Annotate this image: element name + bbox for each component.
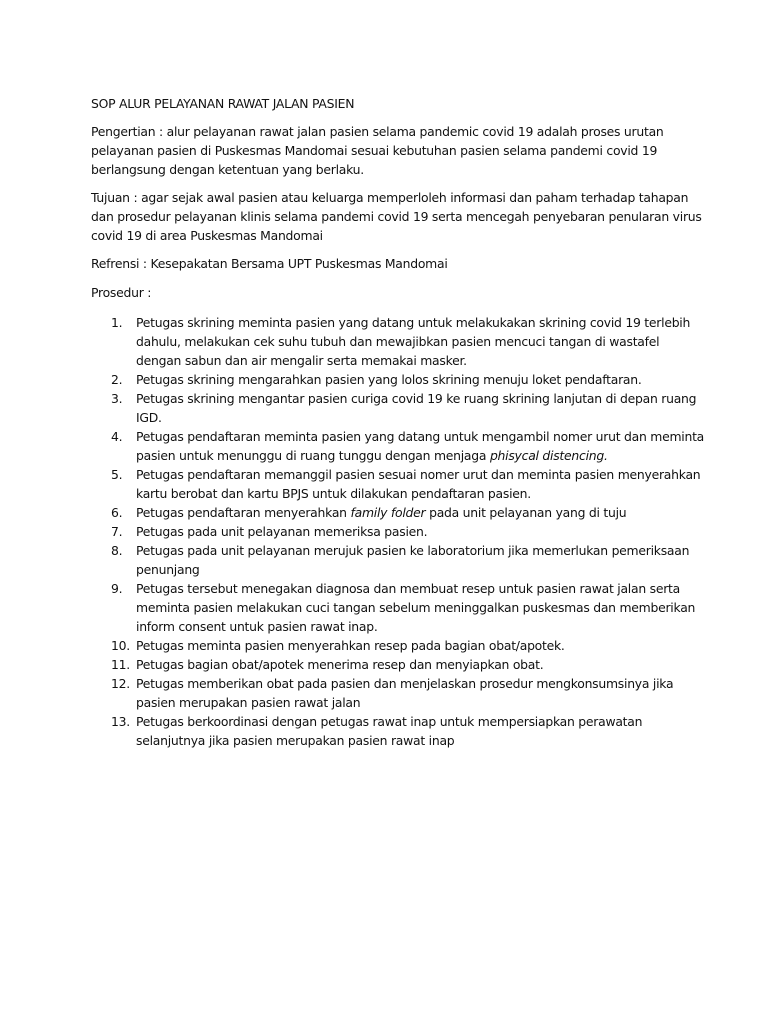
procedure-step-5 — [91, 465, 708, 503]
step-number: 6. — [111, 505, 123, 520]
procedure-step-12 — [91, 674, 708, 712]
procedure-step-3 — [91, 389, 708, 427]
procedure-step-10 — [91, 636, 708, 655]
step-text: Petugas skrining mengarahkan pasien yang lolos skrining menuju loket pendaftaran. — [136, 372, 642, 387]
step-text: Petugas tersebut menegakan diagnosa dan membuat resep untuk pasien rawat jalan serta meminta pasien melakukan cuci tangan sebelum meninggalkan puskesmas dan memberikan inform consent untuk pasien rawat inap. — [136, 581, 696, 634]
step-text: Petugas pada unit pelayanan memeriksa pasien. — [136, 524, 428, 539]
step-number: 8. — [111, 543, 123, 558]
procedure-step-1 — [91, 313, 708, 370]
step-number: 12. — [111, 676, 130, 691]
step-number: 10. — [111, 638, 130, 653]
procedure-step-8 — [91, 541, 708, 579]
step-text: Petugas pada unit pelayanan merujuk pasien ke laboratorium jika memerlukan pemeriksaan penunjang — [136, 543, 690, 577]
step-number: 1. — [111, 315, 123, 330]
step-number: 13. — [111, 714, 130, 729]
step-text: Petugas bagian obat/apotek menerima resep dan menyiapkan obat. — [136, 657, 544, 672]
step-text — [136, 429, 704, 463]
procedure-step-7 — [91, 522, 708, 541]
step-text — [136, 505, 626, 520]
step-number: 4. — [111, 429, 123, 444]
procedure-step-4 — [91, 427, 708, 465]
step-text-italic: phisycal distencing. — [489, 448, 608, 463]
procedure-step-11 — [91, 655, 708, 674]
step-number: 5. — [111, 467, 123, 482]
step-text: Petugas memberikan obat pada pasien dan menjelaskan prosedur mengkonsumsinya jika pasien merupakan pasien rawat jalan — [136, 676, 674, 710]
prosedur-label: Prosedur : — [91, 285, 152, 300]
procedure-list — [91, 313, 708, 750]
step-number: 9. — [111, 581, 123, 596]
step-number: 3. — [111, 391, 123, 406]
step-number: 2. — [111, 372, 123, 387]
tujuan-paragraph: Tujuan : agar sejak awal pasien atau keluarga memperloleh informasi dan paham terhadap tahapan dan prosedur pelayanan klinis selama pandemi covid 19 serta mencegah penyebaran penularan virus covid 19 di area Puskesmas Mandomai — [91, 190, 702, 243]
step-text-plain-after: pada unit pelayanan yang di tuju — [425, 505, 627, 520]
pengertian-paragraph: Pengertian : alur pelayanan rawat jalan pasien selama pandemic covid 19 adalah proses urutan pelayanan pasien di Puskesmas Mandomai sesuai kebutuhan pasien selama pandemi covid 19 berlangsung dengan ketentuan yang berlaku. — [91, 124, 664, 177]
step-number: 11. — [111, 657, 130, 672]
procedure-step-13 — [91, 712, 708, 750]
procedure-step-2 — [91, 370, 708, 389]
step-text-plain: Petugas pendaftaran meminta pasien yang datang untuk mengambil nomer urut dan meminta pasien untuk menunggu di ruang tunggu dengan menjaga — [136, 429, 705, 463]
step-text: Petugas meminta pasien menyerahkan resep pada bagian obat/apotek. — [136, 638, 565, 653]
document-title: SOP ALUR PELAYANAN RAWAT JALAN PASIEN — [91, 96, 355, 111]
step-text: Petugas berkoordinasi dengan petugas rawat inap untuk mempersiapkan perawatan selanjutnya jika pasien merupakan pasien rawat inap — [136, 714, 643, 748]
procedure-step-9 — [91, 579, 708, 636]
step-text-plain: Petugas pendaftaran menyerahkan — [136, 505, 351, 520]
procedure-step-6 — [91, 503, 708, 522]
step-text: Petugas skrining mengantar pasien curiga covid 19 ke ruang skrining lanjutan di depan ruang IGD. — [136, 391, 697, 425]
step-text: Petugas pendaftaran memanggil pasien sesuai nomer urut dan meminta pasien menyerahkan kartu berobat dan kartu BPJS untuk dilakukan pendaftaran pasien. — [136, 467, 701, 501]
step-number: 7. — [111, 524, 123, 539]
step-text-italic: family folder — [350, 505, 426, 520]
step-text: Petugas skrining meminta pasien yang datang untuk melakukakan skrining covid 19 terlebih dahulu, melakukan cek suhu tubuh dan mewajibkan pasien mencuci tangan di wastafel dengan sabun dan air mengalir serta memakai masker. — [136, 315, 691, 368]
refrensi-paragraph: Refrensi : Kesepakatan Bersama UPT Puskesmas Mandomai — [91, 256, 448, 271]
